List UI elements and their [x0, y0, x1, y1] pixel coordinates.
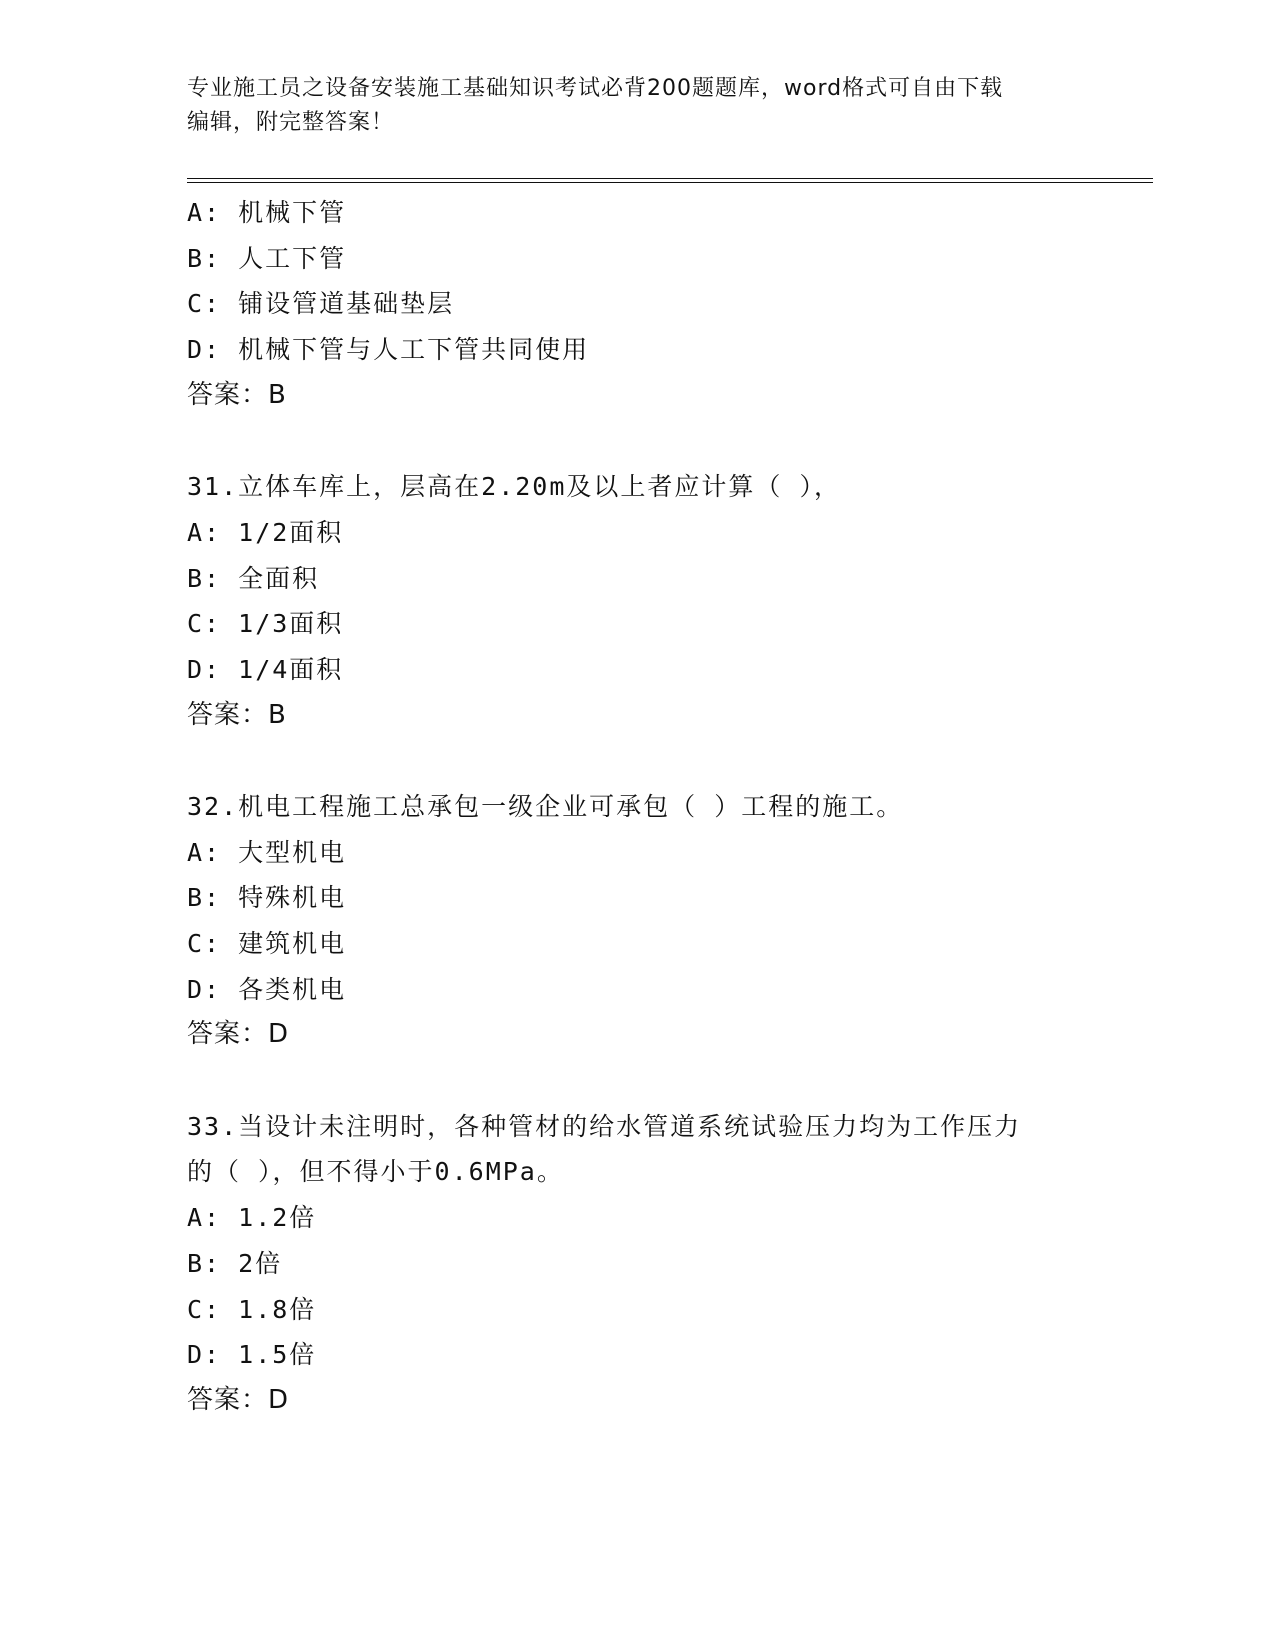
header-title-line-2: 编辑，附完整答案！ — [187, 110, 395, 135]
spacer — [187, 418, 1087, 464]
option-d: D: 1.5倍 — [187, 1340, 317, 1370]
spacer — [187, 1058, 1087, 1104]
option-c: C: 铺设管道基础垫层 — [187, 289, 455, 319]
option-c: C: 建筑机电 — [187, 929, 347, 958]
header-divider-thick — [187, 182, 1153, 183]
answer-line: 答案：D — [187, 1384, 290, 1415]
question-text-line-1: 33.当设计未注明时，各种管材的给水管道系统试验压力均为工作压力 — [187, 1111, 1022, 1141]
question-text: 31.立体车库上，层高在2.20m及以上者应计算（ ）， — [187, 472, 841, 502]
option-c: C: 1.8倍 — [187, 1294, 317, 1324]
question-block-prev — [187, 190, 1087, 418]
spacer — [187, 738, 1087, 784]
question-block-33 — [187, 1104, 1087, 1424]
option-d: D: 各类机电 — [187, 974, 347, 1004]
question-block-32 — [187, 784, 1087, 1058]
header-divider-thin — [187, 178, 1153, 179]
question-list — [187, 190, 1087, 1424]
option-a: A: 大型机电 — [187, 837, 347, 867]
option-c: C: 1/3面积 — [187, 609, 344, 639]
option-b: B: 特殊机电 — [187, 883, 347, 913]
option-a: A: 1/2面积 — [187, 517, 344, 547]
option-a: A: 机械下管 — [187, 198, 347, 227]
question-text-line-2: 的（ ），但不得小于0.6MPa。 — [187, 1157, 564, 1187]
question-block-31 — [187, 464, 1087, 738]
question-text: 32.机电工程施工总承包一级企业可承包（ ）工程的施工。 — [187, 791, 904, 821]
document-header — [187, 72, 1067, 140]
option-d: D: 1/4面积 — [187, 654, 344, 684]
option-b: B: 人工下管 — [187, 243, 347, 273]
header-title-line-1: 专业施工员之设备安装施工基础知识考试必背200题题库，word格式可自由下载 — [187, 76, 1004, 101]
option-b: B: 全面积 — [187, 563, 320, 593]
option-b: B: 2倍 — [187, 1248, 283, 1278]
answer-line: 答案：B — [187, 699, 287, 730]
option-a: A: 1.2倍 — [187, 1203, 317, 1233]
answer-line: 答案：D — [187, 1019, 290, 1050]
answer-line: 答案：B — [187, 379, 287, 410]
option-d: D: 机械下管与人工下管共同使用 — [187, 335, 590, 365]
